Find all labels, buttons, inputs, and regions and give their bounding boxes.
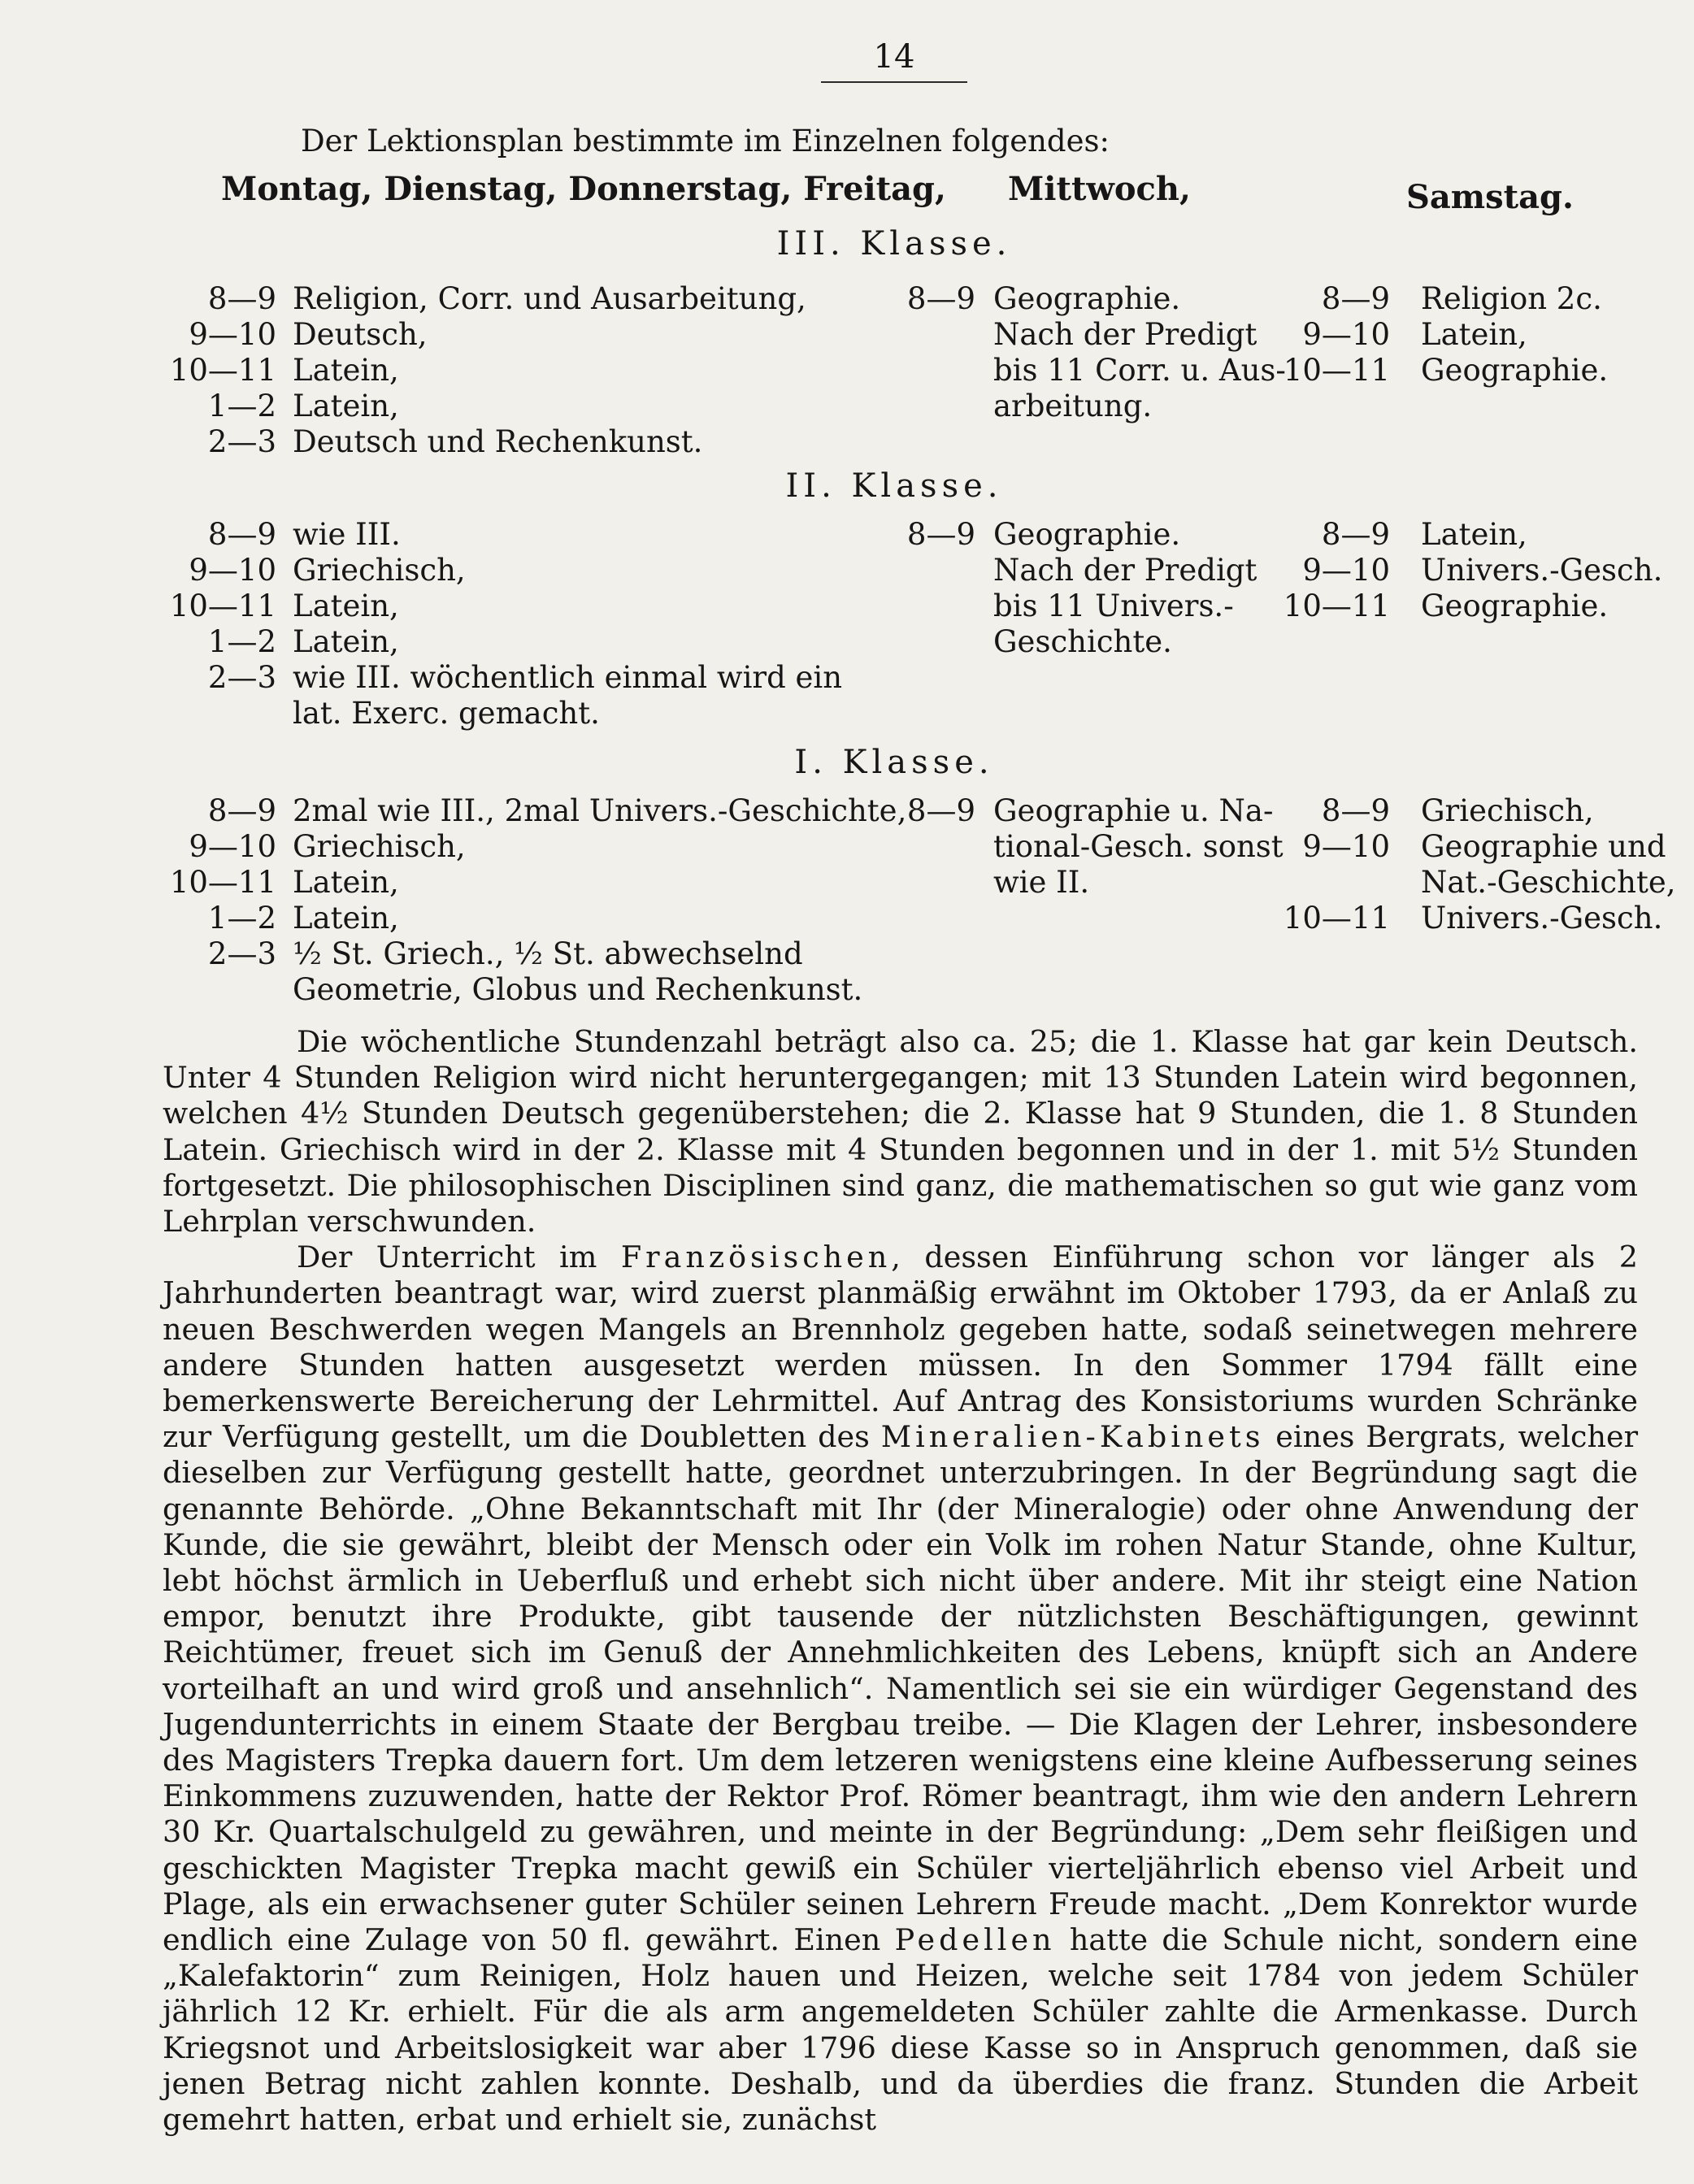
subject-cell: Nat.-Geschichte, — [1421, 865, 1676, 900]
time-cell: 9—10 — [189, 829, 276, 864]
header-wednesday: Mittwoch, — [1008, 170, 1191, 208]
subject-cell: Latein, — [293, 588, 399, 623]
subject-cell: Latein, — [293, 624, 399, 659]
time-cell: 10—11 — [1283, 901, 1390, 936]
wednesday-line: arbeitung. — [993, 389, 1153, 423]
subject-cell: Geometrie, Globus und Rechenkunst. — [293, 972, 863, 1007]
paragraph-1: Die wöchentliche Stundenzahl beträgt also ca. 25; die 1. Klasse hat gar kein Deutsch. Unter 4 Stunden Religion wird nicht heruntergegangen; mit 13 Stunden Latein wird begonnen, welchen 4½ Stunden Deutsch gegenüberstehen; die 2. Klasse hat 9 Stunden, die 1. 8 Stunden Latein. Griechisch wird in der 2. Klasse mit 4 Stunden begonnen und in der 1. mit 5½ Stunden fortgesetzt. Die philosophischen Disciplinen sind ganz, die mathematischen so gut wie ganz vom Lehrplan verschwunden. — [163, 1024, 1638, 1240]
time-cell: 10—11 — [169, 353, 276, 388]
time-cell: 9—10 — [1302, 829, 1390, 864]
subject-cell: Deutsch, — [293, 317, 428, 352]
subject-cell: wie III. wöchentlich einmal wird ein — [293, 660, 843, 695]
time-cell: 8—9 — [207, 517, 276, 552]
text-run-spaced: Pedellen — [894, 1922, 1056, 1958]
text-run: hatte die Schule nicht, sondern eine „Kalefaktorin“ zum Reinigen, Holz hauen und Heizen, welche seit 1784 von jedem Schüler jährlich 12 Kr. erhielt. Für die als arm angemeldeten Schüler zahlte die Armenkasse. Durch Kriegsnot und Arbeitslosigkeit war aber 1796 diese Kasse so in Anspruch genommen, daß sie jenen Betrag nicht zahlen konnte. Deshalb, und da überdies die franz. Stunden die Arbeit gemehrt hatten, erbat und erhielt sie, zunächst — [163, 1922, 1639, 2138]
wednesday-line: Geographie. — [993, 281, 1181, 316]
text-run: Der Unterricht im — [297, 1240, 597, 1275]
class-heading-ii: II. Klasse. — [785, 467, 1003, 505]
text-run-spaced: Mineralien-Kabinets — [880, 1419, 1265, 1455]
time-cell: 10—11 — [169, 588, 276, 623]
time-cell: 10—11 — [1283, 353, 1390, 388]
wednesday-line: Geographie. — [993, 517, 1181, 552]
wednesday-line: Geographie u. Na- — [993, 793, 1274, 828]
time-cell: 2—3 — [207, 424, 276, 459]
wednesday-line: Geschichte. — [993, 624, 1172, 659]
subject-cell: Latein, — [293, 865, 399, 900]
time-cell: 9—10 — [1302, 317, 1390, 352]
time-cell: 2—3 — [207, 936, 276, 971]
text-run: , dessen Einführung schon vor länger als 2 Jahrhunderten beantragt war, wird zuerst planmäßig erwähnt im Oktober 1793, da er Anlaß zu neuen Beschwerden wegen Mangels an Brennholz gegeben hatte, sodaß seinetwegen mehrere andere Stunden hatten ausgesetzt werden müssen. In den Sommer 1794 fällt eine bemerkenswerte Bereicherung der Lehrmittel. Auf Antrag des Konsistoriums wurden Schränke zur Verfügung gestellt, um die Doubletten des — [163, 1240, 1638, 1455]
header-weekdays: Montag, Dienstag, Donnerstag, Freitag, — [221, 170, 946, 208]
subject-cell: 2mal wie III., 2mal Univers.-Geschichte, — [293, 793, 907, 828]
time-cell: 2—3 — [207, 660, 276, 695]
time-cell: 10—11 — [169, 865, 276, 900]
time-cell: 1—2 — [207, 624, 276, 659]
subject-cell: ½ St. Griech., ½ St. abwechselnd — [293, 936, 803, 971]
wednesday-line: Nach der Predigt — [993, 553, 1257, 588]
subject-cell: Griechisch, — [293, 829, 466, 864]
wednesday-line: Nach der Predigt — [993, 317, 1257, 352]
wednesday-line: tional-Gesch. sonst — [993, 829, 1284, 864]
subject-cell: Geographie und — [1421, 829, 1666, 864]
time-cell: 1—2 — [207, 901, 276, 936]
subject-cell: Geographie. — [1421, 353, 1609, 388]
subject-cell: Latein, — [1421, 517, 1527, 552]
class-heading-iii: III. Klasse. — [776, 225, 1012, 263]
subject-cell: Deutsch und Rechenkunst. — [293, 424, 703, 459]
wednesday-line: bis 11 Corr. u. Aus- — [993, 353, 1286, 388]
body-text — [163, 1024, 1638, 2138]
subject-cell: Griechisch, — [1421, 793, 1594, 828]
time-cell: 8—9 — [1321, 281, 1390, 316]
time-cell: 8—9 — [906, 793, 975, 828]
subject-cell: Latein, — [1421, 317, 1527, 352]
subject-cell: Latein, — [293, 389, 399, 423]
wednesday-line: wie II. — [993, 865, 1090, 900]
time-cell: 9—10 — [189, 317, 276, 352]
subject-cell: lat. Exerc. gemacht. — [293, 696, 600, 731]
time-cell: 8—9 — [207, 793, 276, 828]
class-heading-i: I. Klasse. — [794, 744, 994, 781]
text-run-spaced: Französischen — [620, 1240, 892, 1275]
time-cell: 8—9 — [207, 281, 276, 316]
time-cell: 8—9 — [906, 517, 975, 552]
text-run: eines Bergrats, welcher dieselben zur Verfügung gestellt hatte, geordnet unterzubringen. In der Begründung sagt die genannte Behörde. „Ohne Bekanntschaft mit Ihr (der Mineralogie) oder ohne Anwendung der Kunde, die sie gewährt, bleibt der Mensch oder ein Volk im rohen Natur Stande, ohne Kultur, lebt höchst ärmlich in Ueberfluß und erhebt sich nicht über andere. Mit ihr steigt eine Nation empor, benutzt ihre Produkte, gibt tausende der nützlichsten Beschäftigungen, gewinnt Reichtümer, freuet sich im Genuß der Annehmlichkeiten des Lebens, knüpft sich an Andere vorteilhaft an und wird groß und ansehnlich“. Namentlich sei sie ein würdiger Gegenstand des Jugendunterrichts in einem Staate der Bergbau treibe. — Die Klagen der Lehrer, insbesondere des Magisters Trepka dauern fort. Um dem letzeren wenigstens eine kleine Aufbesserung seines Einkommens zuzuwenden, hatte der Rektor Prof. Römer beantragt, ihm wie den andern Lehrern 30 Kr. Quartalschulgeld zu gewähren, und meinte in der Begründung: „Dem sehr fleißigen und geschickten Magister Trepka macht gewiß ein Schüler vierteljährlich ebenso viel Arbeit und Plage, als ein erwachsener guter Schüler seinen Lehrern Freude macht. „Dem Konrektor wurde endlich eine Zulage von 50 fl. gewährt. Einen — [163, 1419, 1639, 1958]
time-cell: 10—11 — [1283, 588, 1390, 623]
subject-cell: Latein, — [293, 353, 399, 388]
subject-cell: Geographie. — [1421, 588, 1609, 623]
subject-cell: Religion 2c. — [1421, 281, 1602, 316]
subject-cell: Univers.-Gesch. — [1421, 553, 1663, 588]
subject-cell: Univers.-Gesch. — [1421, 901, 1663, 936]
subject-cell: Griechisch, — [293, 553, 466, 588]
time-cell: 8—9 — [906, 281, 975, 316]
paragraph-2 — [163, 1240, 1638, 2138]
time-cell: 1—2 — [207, 389, 276, 423]
page-number: 14 — [821, 39, 967, 83]
header-saturday: Samstag. — [1406, 178, 1574, 216]
time-cell: 8—9 — [1321, 517, 1390, 552]
time-cell: 9—10 — [189, 553, 276, 588]
wednesday-line: bis 11 Univers.- — [993, 588, 1234, 623]
time-cell: 8—9 — [1321, 793, 1390, 828]
intro-line: Der Lektionsplan bestimmte im Einzelnen folgendes: — [301, 124, 1110, 158]
subject-cell: Latein, — [293, 901, 399, 936]
subject-cell: wie III. — [293, 517, 401, 552]
time-cell: 9—10 — [1302, 553, 1390, 588]
subject-cell: Religion, Corr. und Ausarbeitung, — [293, 281, 806, 316]
